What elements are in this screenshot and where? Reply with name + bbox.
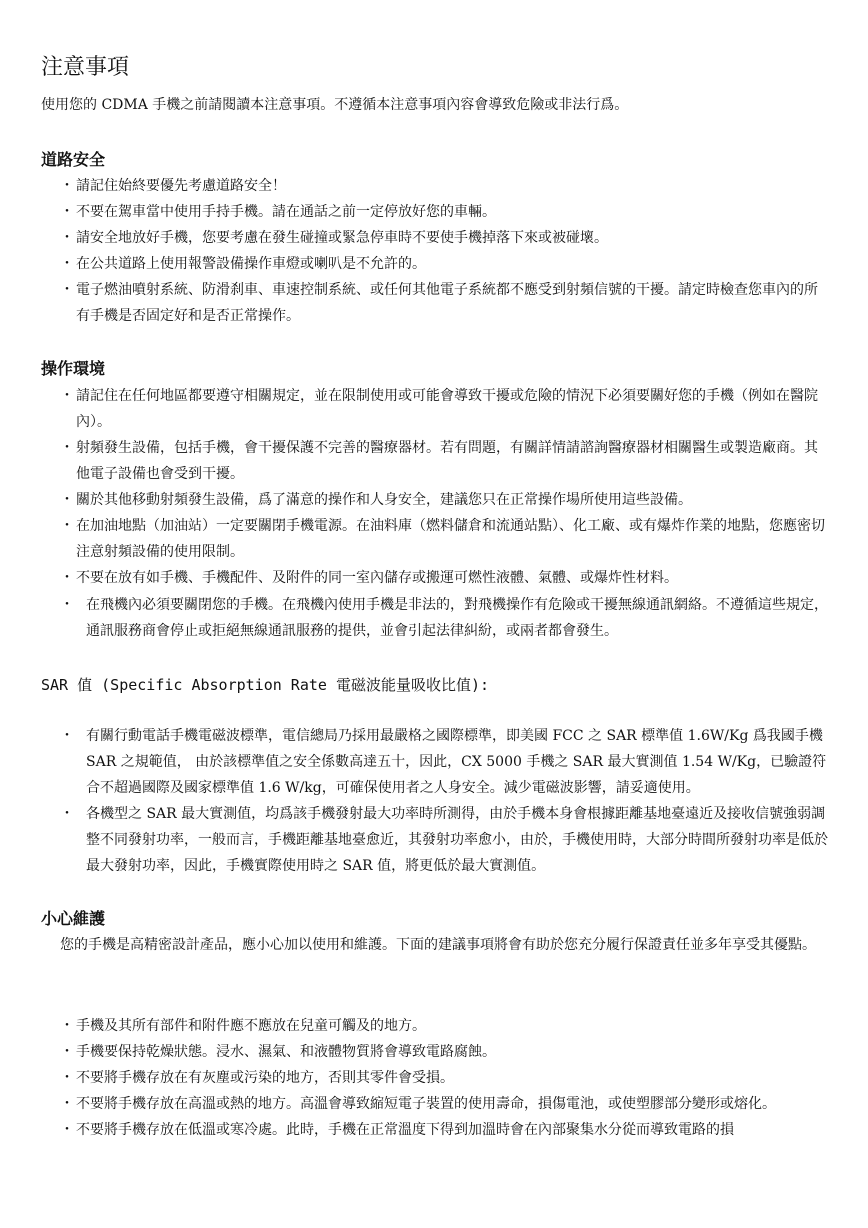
sar-list — [60, 723, 830, 879]
operating-environment-list — [60, 383, 830, 591]
list-item: ・ 各機型之 SAR 最大實測值，均爲該手機發射最大功率時所測得，由於手機本身會根據距離基地臺遠近及接收信號強弱調整不同發射功率，一般而言，手機距離基地臺愈近，其發射功率愈小，由於，手機使用時，大部分時間所發射功率是低於最大發射功率，因此，手機實際使用時之 SAR 值，將更低於最大實測值。 — [60, 801, 830, 879]
bullet-mark: ・ — [60, 1044, 74, 1060]
bullet-mark: ・ — [60, 1070, 74, 1086]
list-item: ・ 在飛機內必須要關閉您的手機。在飛機內使用手機是非法的，對飛機操作有危險或干擾無線通訊網絡。不遵循這些規定，通訊服務商會停止或拒絕無線通訊服務的提供，並會引起法律糾紛，或兩者都會發生。 — [60, 592, 830, 644]
list-item: ・ 射頻發生設備，包括手機，會干擾保護不完善的醫療器材。若有問題，有關詳情請諮詢醫療器材相關醫生或製造廠商。其他電子設備也會受到干擾。 — [60, 435, 830, 487]
list-item: ・ 電子燃油噴射系統、防滑刹車、車速控制系統、或任何其他電子系統都不應受到射頻信號的干擾。請定時檢查您車內的所有手機是否固定好和是否正常操作。 — [60, 277, 830, 329]
list-item: ・ 請安全地放好手機，您要考慮在發生碰撞或緊急停車時不要使手機掉落下來或被碰壞。 — [60, 225, 830, 251]
list-item: ・ 不要將手機存放在高溫或熱的地方。高溫會導致縮短電子裝置的使用壽命，損傷電池，或使塑膠部分變形或熔化。 — [60, 1091, 830, 1117]
list-item: ・ 請記住始終要優先考慮道路安全！ — [60, 173, 830, 199]
section-heading-road-safety: 道路安全 — [41, 150, 106, 169]
bullet-mark: ・ — [60, 570, 74, 586]
bullet-mark: ・ — [60, 492, 74, 508]
bullet-mark: ・ — [60, 388, 74, 404]
bullet-mark: ・ — [60, 282, 74, 298]
list-item: ・ 有關行動電話手機電磁波標準，電信總局乃採用最嚴格之國際標準，即美國 FCC 之 SAR 標準值 1.6W/Kg 爲我國手機 SAR 之規範值， 由於該標準值之安全係數高達五十，因此，CX 5000 手機之 SAR 最大實測值 1.54 W/Kg，已驗證符合不超過國際及國家標準值 1.6 W/kg，可確保使用者之人身安全。減少電磁波影響，請妥適使用。 — [60, 723, 830, 801]
bullet-mark: ・ — [60, 518, 74, 534]
list-item: ・ 不要在放有如手機、手機配件、及附件的同一室內儲存或搬運可燃性液體、氣體、或爆炸性材料。 — [60, 565, 830, 591]
list-item: ・ 請記住在任何地區都要遵守相關規定，並在限制使用或可能會導致干擾或危險的情況下必須要關好您的手機（例如在醫院內）。 — [60, 383, 830, 435]
road-safety-list — [60, 173, 830, 329]
bullet-mark: ・ — [60, 1122, 74, 1138]
operating-environment-list-continued — [60, 592, 830, 644]
list-item: ・ 不要將手機存放在低溫或寒冷處。此時，手機在正常溫度下得到加溫時會在內部聚集水分從而導致電路的損 — [60, 1117, 830, 1143]
list-item: ・ 在加油地點（加油站）一定要關閉手機電源。在油料庫（燃料儲倉和流通站點）、化工廠、或有爆炸作業的地點，您應密切注意射頻設備的使用限制。 — [60, 513, 830, 565]
list-item: ・ 在公共道路上使用報警設備操作車燈或喇叭是不允許的。 — [60, 251, 830, 277]
bullet-mark: ・ — [60, 1018, 74, 1034]
list-item: ・ 關於其他移動射頻發生設備，爲了滿意的操作和人身安全，建議您只在正常操作場所使用這些設備。 — [60, 487, 830, 513]
list-item: ・ 不要將手機存放在有灰塵或污染的地方，否則其零件會受損。 — [60, 1065, 830, 1091]
bullet-mark: ・ — [60, 178, 74, 194]
bullet-mark: ・ — [60, 597, 74, 613]
bullet-mark: ・ — [60, 806, 74, 822]
section-heading-operating-environment: 操作環境 — [41, 359, 106, 378]
intro-paragraph: 使用您的 CDMA 手機之前請閱讀本注意事項。不遵循本注意事項內容會導致危險或非法行爲。 — [41, 97, 629, 113]
bullet-mark: ・ — [60, 230, 74, 246]
care-list — [60, 1013, 830, 1143]
list-item: ・ 手機及其所有部件和附件應不應放在兒童可觸及的地方。 — [60, 1013, 830, 1039]
care-paragraph: 您的手機是高精密設計產品，應小心加以使用和維護。下面的建議事項將會有助於您充分履行保證責任並多年享受其優點。 — [60, 937, 816, 953]
bullet-mark: ・ — [60, 204, 74, 220]
list-item: ・ 手機要保持乾燥狀態。浸水、濕氣、和液體物質將會導致電路腐蝕。 — [60, 1039, 830, 1065]
list-item: ・ 不要在駕車當中使用手持手機。請在通話之前一定停放好您的車輛。 — [60, 199, 830, 225]
section-heading-sar: SAR 值 (Specific Absorption Rate 電磁波能量吸收比值): — [41, 676, 490, 694]
bullet-mark: ・ — [60, 728, 74, 744]
bullet-mark: ・ — [60, 256, 74, 272]
bullet-mark: ・ — [60, 1096, 74, 1112]
section-heading-care: 小心維護 — [41, 909, 106, 928]
page-title: 注意事項 — [41, 55, 130, 80]
bullet-mark: ・ — [60, 440, 74, 456]
